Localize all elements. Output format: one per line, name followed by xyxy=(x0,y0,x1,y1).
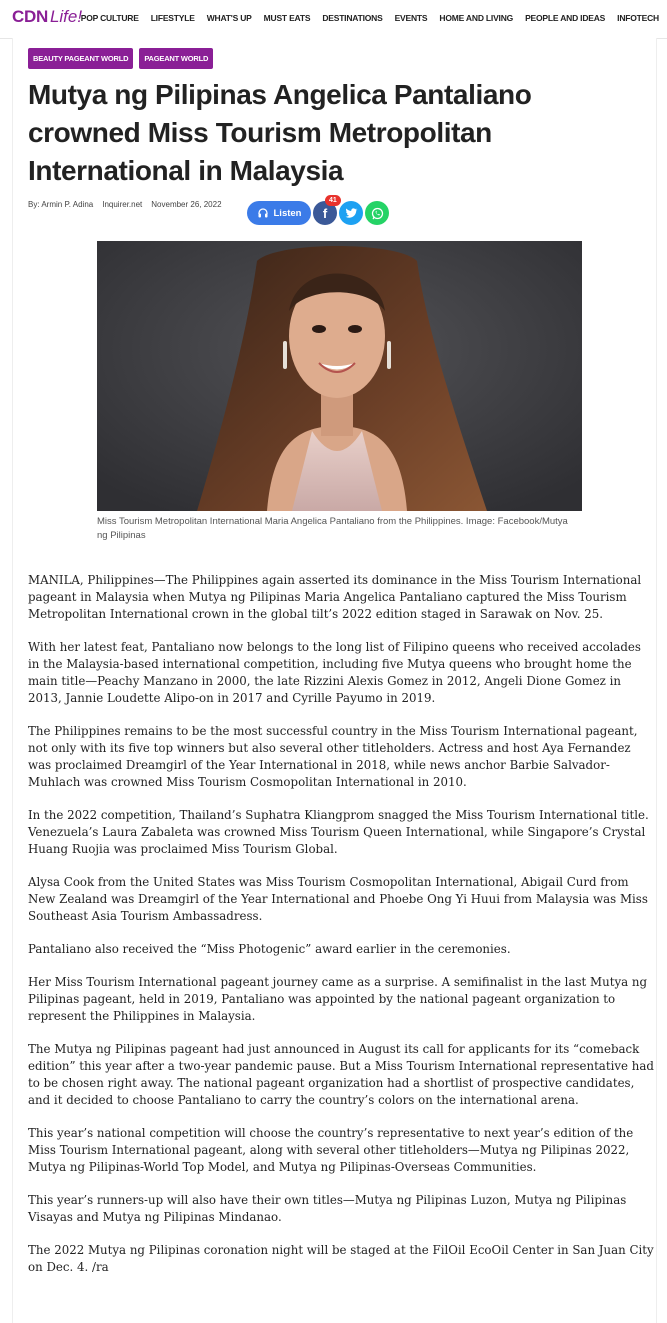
publish-date: November 26, 2022 xyxy=(151,200,222,209)
share-count-badge: 41 xyxy=(325,195,341,206)
twitter-icon xyxy=(344,206,358,220)
menu-item-pop-culture[interactable]: POP CULTURE xyxy=(80,13,139,23)
tag-pageant-world[interactable]: PAGEANT WORLD xyxy=(139,48,213,69)
facebook-share-button[interactable] xyxy=(313,197,337,225)
article-title: Mutya ng Pilipinas Angelica Pantaliano crowned Miss Tourism Metropolitan International in Malaysia xyxy=(28,79,532,186)
paragraph: Pantaliano also received the “Miss Photogenic” award earlier in the ceremonies. xyxy=(28,942,511,956)
menu-item-whats-up[interactable]: WHAT'S UP xyxy=(206,13,252,23)
headphones-icon xyxy=(257,207,269,219)
whatsapp-share-button[interactable] xyxy=(365,201,389,225)
source: Inquirer.net xyxy=(102,200,143,209)
paragraph: MANILA, Philippines—The Philippines again asserted its dominance in the Miss Tourism International pageant in Malaysia when Mutya ng Pilipinas Maria Angelica Pantaliano captured the Miss Tourism Metropolitan International crown in the global tilt’s 2022 edition staged in Sarawak on Nov. 25. xyxy=(28,573,642,621)
menu-item-destinations[interactable]: DESTINATIONS xyxy=(322,13,383,23)
menu-item-home-and-living[interactable]: HOME AND LIVING xyxy=(439,13,514,23)
site-logo[interactable] xyxy=(12,7,82,27)
menu-item-people-and-ideas[interactable]: PEOPLE AND IDEAS xyxy=(525,13,606,23)
paragraph: In the 2022 competition, Thailand’s Suphatra Kliangprom snagged the Miss Tourism International title. Venezuela’s Laura Zabaleta was crowned Miss Tourism Queen International, while Singapore’s Crystal Huang Ruojia was proclaimed Miss Tourism Global. xyxy=(28,808,649,856)
menu-item-must-eats[interactable]: MUST EATS xyxy=(263,13,311,23)
paragraph: This year’s national competition will choose the country’s representative to next year’s edition of the Miss Tourism International pageant, along with several other titleholders—Mutya ng Pilipinas 2022, Mutya ng Pilipinas-World Top Model, and Mutya ng Pilipinas-Overseas Communities. xyxy=(28,1126,634,1174)
portrait-illustration xyxy=(97,241,582,511)
whatsapp-icon xyxy=(370,206,385,221)
share-bar xyxy=(247,197,389,225)
featured-photo xyxy=(97,241,582,511)
tag-list xyxy=(28,48,213,69)
menu-item-lifestyle[interactable]: LIFESTYLE xyxy=(150,13,195,23)
paragraph: The Mutya ng Pilipinas pageant had just announced in August its call for applicants for its “comeback edition” this year after a two-year pandemic pause. But a Miss Tourism International representative had to be chosen right away. The national pageant organization had a shortlist of prospective candidates, and it decided to choose Pantaliano to carry the country’s colors on the international arena. xyxy=(28,1042,654,1107)
listen-label: Listen xyxy=(273,207,302,219)
paragraph: With her latest feat, Pantaliano now belongs to the long list of Filipino queens who received accolades in the Malaysia-based international competition, including five Mutya queens who brought home the main title—Peachy Manzano in 2000, the late Rizzini Alexis Gomez in 2012, Angeli Dione Gomez in 2013, Jannie Loudette Alipo-on in 2017 and Cyrille Payumo in 2019. xyxy=(28,640,641,705)
article-meta xyxy=(28,200,222,209)
paragraph: Alysa Cook from the United States was Miss Tourism Cosmopolitan International, Abigail Curd from New Zealand was Dreamgirl of the Year International and Phoebe Ong Yi Huui from Malaysia was Miss Southeast Asia Tourism Ambassadress. xyxy=(28,875,648,923)
article xyxy=(12,38,657,1323)
image-caption: Miss Tourism Metropolitan International Maria Angelica Pantaliano from the Philippines. Image: Facebook/Mutya ng Pilipinas xyxy=(97,516,568,541)
facebook-icon: f xyxy=(322,205,328,221)
paragraph: This year’s runners-up will also have their own titles—Mutya ng Pilipinas Luzon, Mutya ng Pilipinas Visayas and Mutya ng Pilipinas Mindanao. xyxy=(28,1193,627,1224)
main-menu xyxy=(81,13,659,23)
menu-item-infotech[interactable]: INFOTECH xyxy=(617,13,659,23)
tag-beauty-pageant-world[interactable]: BEAUTY PAGEANT WORLD xyxy=(28,48,133,69)
paragraph: Her Miss Tourism International pageant journey came as a surprise. A semifinalist in the last Mutya ng Pilipinas pageant, held in 2019, Pantaliano was appointed by the national pageant organization to represent the Philippines in Malaysia. xyxy=(28,975,648,1023)
listen-button[interactable] xyxy=(247,201,311,225)
top-navigation xyxy=(0,0,667,39)
article-body xyxy=(28,572,655,1292)
paragraph: The Philippines remains to be the most successful country in the Miss Tourism International pageant, not only with its five top winners but also several other titleholders. Actress and host Aya Fernandez was proclaimed Dreamgirl of the Year International in 2018, while news anchor Barbie Salvador-Muhlach was crowned Miss Tourism Cosmopolitan International in 2010. xyxy=(28,724,638,789)
logo-sub: Life! xyxy=(49,7,83,26)
menu-item-events[interactable]: EVENTS xyxy=(394,13,428,23)
logo-main: CDN xyxy=(12,7,48,26)
byline: By: Armin P. Adina xyxy=(28,200,94,209)
twitter-share-button[interactable] xyxy=(339,201,363,225)
paragraph: The 2022 Mutya ng Pilipinas coronation night will be staged at the FilOil EcoOil Center in San Juan City on Dec. 4. /ra xyxy=(28,1243,654,1274)
